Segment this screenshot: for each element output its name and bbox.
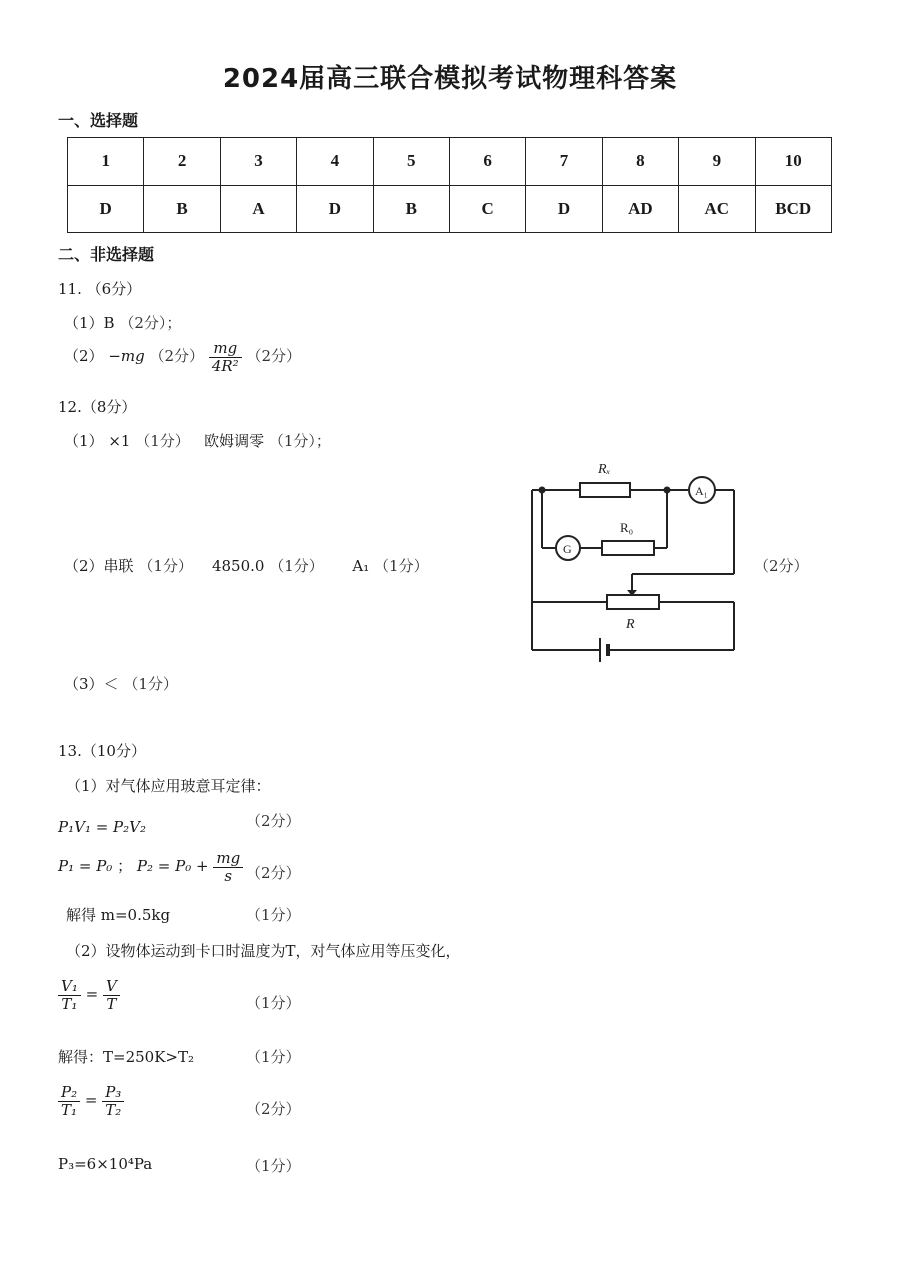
q13-eq4: $\frac{\text{P₂}}{\text{T₁}}$ = $\frac{\text{P₃}}{\text{T₂}}$ bbox=[58, 1084, 124, 1118]
question-number-cell: 8 bbox=[602, 138, 678, 186]
question-number-cell: 2 bbox=[144, 138, 220, 186]
q11-part2-score2: （2分） bbox=[246, 347, 302, 365]
resistor-rx-icon bbox=[580, 483, 630, 497]
label-rx: Rₓ bbox=[598, 462, 611, 477]
section-heading-choice: 一、选择题 bbox=[58, 111, 139, 130]
q12-part2-value2: 4850.0 bbox=[211, 557, 265, 575]
fraction-denominator: T₁ bbox=[61, 1100, 78, 1119]
question-number-cell: 6 bbox=[449, 138, 525, 186]
answer-cell: B bbox=[373, 185, 449, 233]
q12-part2-score2: （1分） bbox=[269, 557, 324, 575]
fraction bbox=[58, 978, 81, 1012]
q13-eq3-score: （1分） bbox=[246, 994, 301, 1012]
answer-table bbox=[67, 137, 832, 233]
fraction-denominator: 4R² bbox=[211, 356, 239, 375]
answer-cell: BCD bbox=[755, 185, 831, 233]
q12-part2-score3: （1分） bbox=[374, 557, 429, 575]
q11-heading: 11. （6分） bbox=[58, 280, 142, 298]
label-rheostat: R bbox=[626, 617, 635, 632]
question-number-cell: 3 bbox=[220, 138, 296, 186]
q12-part3-answer: （3）＜ bbox=[64, 675, 119, 693]
fraction-denominator: T₂ bbox=[105, 1100, 122, 1119]
q13-solve2: 解得：T=250K>T₂ bbox=[58, 1048, 194, 1066]
fraction-numerator: mg bbox=[209, 340, 242, 358]
answer-table-answer-row bbox=[68, 185, 832, 233]
q11-part2-score1: （2分） bbox=[149, 347, 205, 365]
q13-result-score: （1分） bbox=[246, 1157, 301, 1175]
answer-cell: D bbox=[526, 185, 602, 233]
q12-part3 bbox=[64, 673, 178, 694]
fraction-numerator: V bbox=[103, 978, 120, 996]
fraction bbox=[103, 978, 120, 1012]
q13-eq2-score: （2分） bbox=[246, 864, 301, 882]
q12-part2-value3: A₁ bbox=[352, 557, 370, 575]
q11-part1 bbox=[64, 312, 181, 333]
q12-part1-label: （1） bbox=[64, 432, 104, 450]
q13-eq3: $\frac{\text{V₁}}{\text{T₁}}$ = $\frac{V}{T}$ bbox=[58, 978, 120, 1012]
q12-part2-circuit-score: （2分） bbox=[754, 557, 809, 575]
q13-part2-intro: （2）设物体运动到卡口时温度为T，对气体应用等压变化， bbox=[66, 942, 461, 960]
junction-dot-icon bbox=[664, 487, 671, 494]
question-number-cell: 10 bbox=[755, 138, 831, 186]
label-galvanometer: G bbox=[563, 542, 572, 556]
q13-part1-intro: （1）对气体应用玻意耳定律： bbox=[66, 777, 271, 795]
circuit-diagram bbox=[520, 452, 750, 672]
q13-eq2-fraction bbox=[213, 850, 243, 884]
q11-part2-label: （2） bbox=[64, 347, 104, 365]
q12-part2-label: （2）串联 bbox=[64, 557, 134, 575]
answer-cell: B bbox=[144, 185, 220, 233]
page-title: 2024届高三联合模拟考试物理科答案 bbox=[222, 64, 678, 94]
question-number-cell: 4 bbox=[297, 138, 373, 186]
q11-part1-answer: （1）B bbox=[64, 314, 115, 332]
label-r0: R₀ bbox=[620, 520, 634, 535]
q13-eq2 bbox=[58, 850, 243, 884]
fraction-denominator: T bbox=[106, 994, 117, 1013]
q13-eq2-separator: ； bbox=[117, 857, 133, 875]
fraction-denominator: s bbox=[224, 866, 233, 885]
q11-part1-score: （2分）； bbox=[119, 314, 182, 332]
q13-result: P₃=6×10⁴Pa bbox=[58, 1155, 153, 1173]
q11-part2 bbox=[64, 340, 301, 374]
q12-part1-value1: ×1 bbox=[108, 432, 131, 450]
fraction-numerator: V₁ bbox=[58, 978, 81, 996]
fraction-numerator: mg bbox=[213, 850, 243, 868]
answer-cell: AC bbox=[679, 185, 755, 233]
q11-part2-fraction bbox=[209, 340, 242, 374]
q12-part1 bbox=[64, 430, 331, 451]
q13-heading: 13.（10分） bbox=[58, 742, 146, 760]
fraction-numerator: P₂ bbox=[58, 1084, 80, 1102]
fraction bbox=[102, 1084, 124, 1118]
question-number-cell: 1 bbox=[68, 138, 144, 186]
resistor-r0-icon bbox=[602, 541, 654, 555]
q13-eq2b: P₂ = P₀ + bbox=[136, 857, 209, 875]
answer-cell: AD bbox=[602, 185, 678, 233]
question-number-cell: 5 bbox=[373, 138, 449, 186]
junction-dot-icon bbox=[539, 487, 546, 494]
rheostat-icon bbox=[607, 595, 659, 609]
answer-cell: D bbox=[297, 185, 373, 233]
fraction-numerator: P₃ bbox=[102, 1084, 124, 1102]
q12-part1-value2: 欧姆调零 bbox=[204, 432, 265, 450]
q13-solve1: 解得 m=0.5kg bbox=[66, 906, 171, 924]
question-number-cell: 7 bbox=[526, 138, 602, 186]
label-ammeter: A₁ bbox=[695, 484, 708, 498]
q13-eq2a: P₁ = P₀ bbox=[58, 857, 113, 875]
answer-cell: D bbox=[68, 185, 144, 233]
answer-table-number-row bbox=[68, 138, 832, 186]
q12-part1-score1: （1分） bbox=[135, 432, 190, 450]
answer-cell: A bbox=[220, 185, 296, 233]
fraction-denominator: T₁ bbox=[61, 994, 78, 1013]
q12-part1-score2: （1分）； bbox=[268, 432, 331, 450]
fraction bbox=[58, 1084, 80, 1118]
question-number-cell: 9 bbox=[679, 138, 755, 186]
q13-solve2-score: （1分） bbox=[246, 1048, 301, 1066]
q12-part2 bbox=[64, 555, 429, 576]
answer-cell: C bbox=[449, 185, 525, 233]
q11-part2-expr1: −mg bbox=[108, 347, 145, 365]
q12-heading: 12.（8分） bbox=[58, 398, 137, 416]
q13-eq1: P₁V₁ = P₂V₂ bbox=[58, 818, 147, 836]
q13-solve1-score: （1分） bbox=[246, 906, 301, 924]
q12-part3-score: （1分） bbox=[123, 675, 178, 693]
q13-eq1-score: （2分） bbox=[246, 812, 301, 830]
q13-eq4-score: （2分） bbox=[246, 1100, 301, 1118]
section-heading-nonchoice: 二、非选择题 bbox=[58, 245, 155, 264]
q12-part2-score1: （1分） bbox=[138, 557, 193, 575]
